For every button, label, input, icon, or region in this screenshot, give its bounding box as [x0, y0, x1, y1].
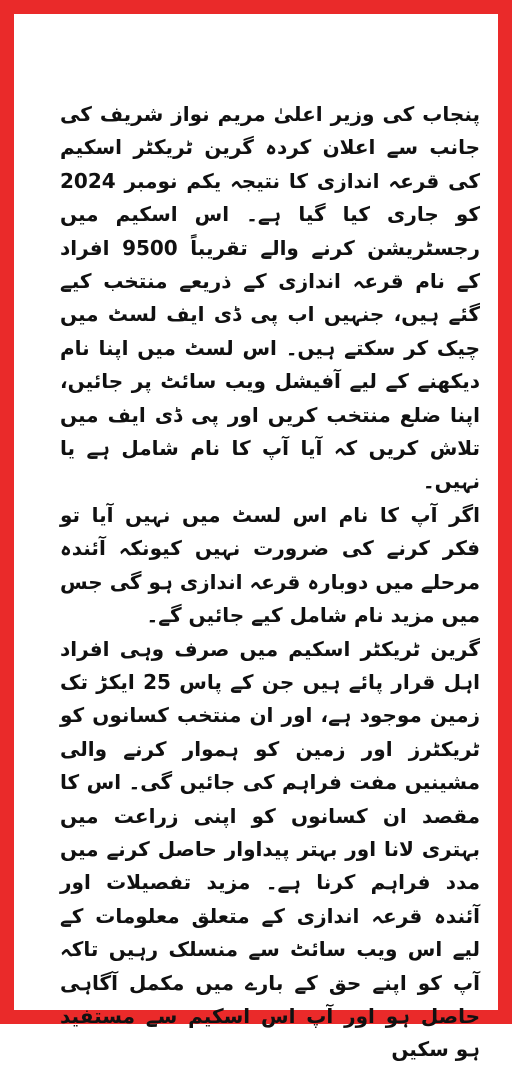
paragraph-next-round: اگر آپ کا نام اس لسٹ میں نہیں آیا تو فکر کرنے کی ضرورت نہیں کیونکہ آئندہ مرحلے میں دوبارہ قرعہ اندازی ہو گی جس میں مزید نام شامل کیے جائیں گے۔	[60, 502, 480, 628]
article-body	[60, 98, 480, 1067]
paragraph-intro: پنجاب کی وزیر اعلیٰ مریم نواز شریف کی جانب سے اعلان کردہ گرین ٹریکٹر اسکیم کی قرعہ اندازی کا نتیجہ یکم نومبر 2024 کو جاری کیا گیا ہے۔ اس اسکیم میں رجسٹریشن کرنے والے تقریباً 9500 افراد کے نام قرعہ اندازی کے ذریعے منتخب کیے گئے ہیں، جنہیں اب پی ڈی ایف لسٹ میں چیک کر سکتے ہیں۔ اس لسٹ میں اپنا نام دیکھنے کے لیے آفیشل ویب سائٹ پر جائیں، اپنا ضلع منتخب کریں اور پی ڈی ایف میں تلاش کریں کہ آیا آپ کا نام شامل ہے یا نہیں۔	[60, 102, 480, 494]
paragraph-eligibility: گرین ٹریکٹر اسکیم میں صرف وہی افراد اہل قرار پائے ہیں جن کے پاس 25 ایکڑ تک زمین موجود ہے، اور ان منتخب کسانوں کو ٹریکٹرز اور زمین کو ہموار کرنے والی مشینیں مفت فراہم کی جائیں گی۔ اس کا مقصد ان کسانوں کو اپنی زراعت میں بہتری لانا اور بہتر پیداوار حاصل کرنے میں مدد فراہم کرنا ہے۔ مزید تفصیلات اور آئندہ قرعہ اندازی کے متعلق معلومات کے لیے اس ویب سائٹ سے منسلک رہیں تاکہ آپ کو اپنے حق کے بارے میں مکمل آگاہی حاصل ہو اور آپ اس اسکیم سے مستفید ہو سکیں	[60, 636, 480, 1062]
